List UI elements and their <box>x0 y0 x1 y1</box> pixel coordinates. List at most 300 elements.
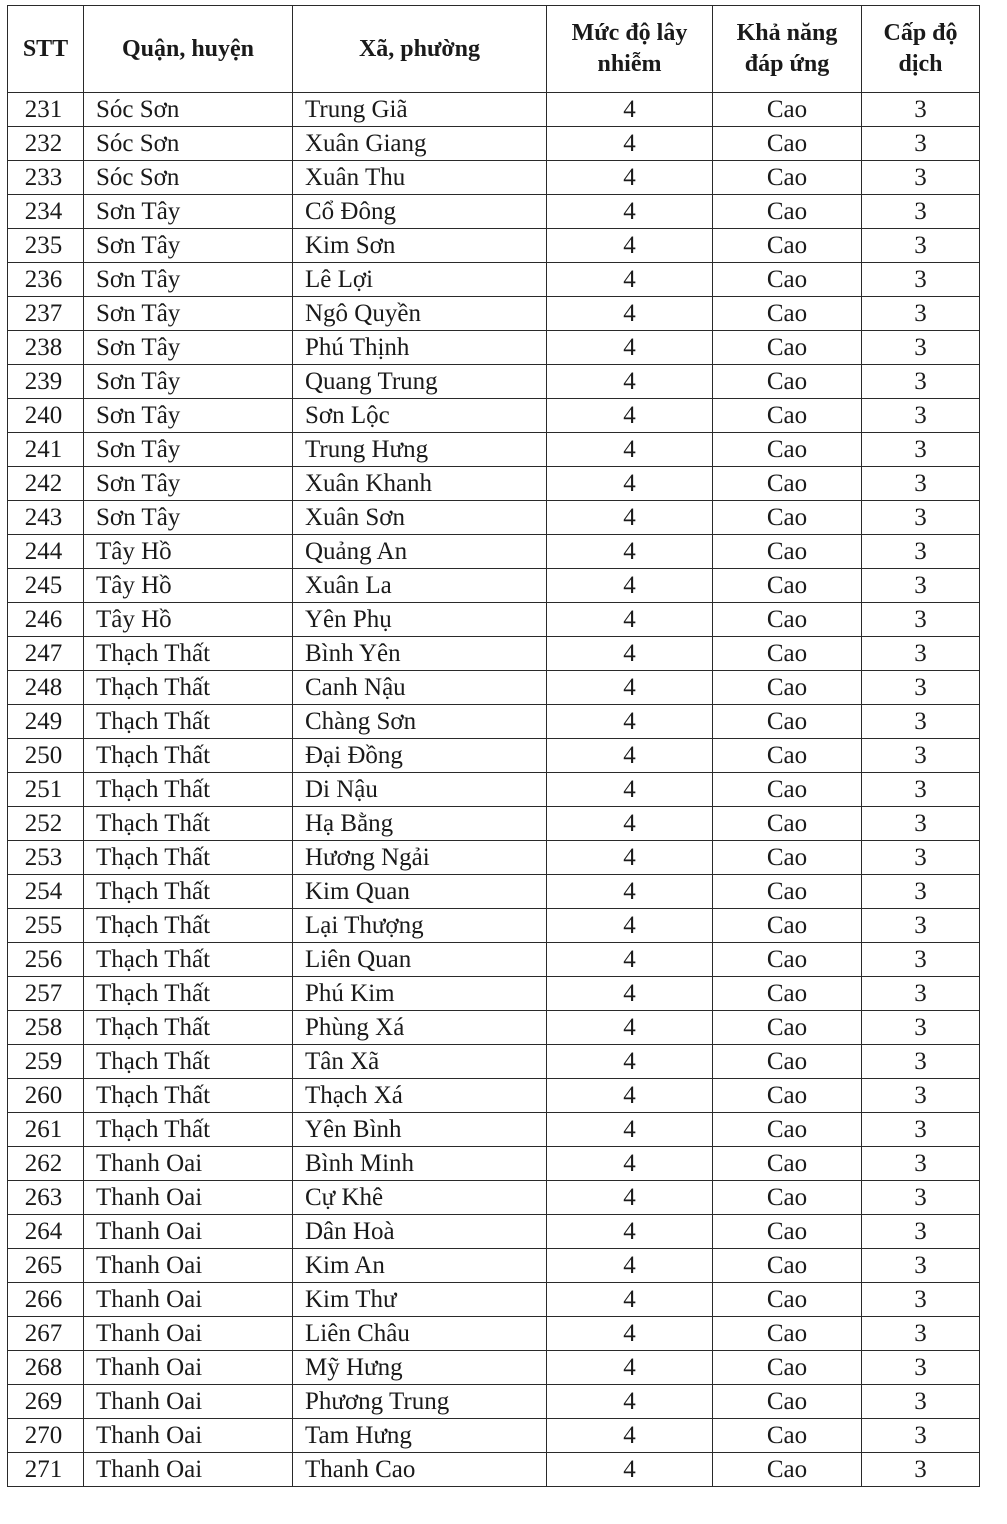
cell-stt: 242 <box>8 467 84 501</box>
cell-ward: Thạch Xá <box>293 1079 547 1113</box>
cell-response-capacity: Cao <box>713 603 862 637</box>
cell-epidemic-grade: 3 <box>862 1181 980 1215</box>
cell-district: Thanh Oai <box>84 1215 293 1249</box>
table-row <box>8 1147 980 1181</box>
cell-epidemic-grade: 3 <box>862 1453 980 1487</box>
cell-district: Thanh Oai <box>84 1249 293 1283</box>
cell-stt: 236 <box>8 263 84 297</box>
cell-ward: Yên Phụ <box>293 603 547 637</box>
cell-infection-level: 4 <box>547 1249 713 1283</box>
cell-stt: 258 <box>8 1011 84 1045</box>
cell-epidemic-grade: 3 <box>862 433 980 467</box>
cell-response-capacity: Cao <box>713 1419 862 1453</box>
table-row <box>8 365 980 399</box>
table-row <box>8 705 980 739</box>
cell-ward: Dân Hoà <box>293 1215 547 1249</box>
table-row <box>8 501 980 535</box>
cell-epidemic-grade: 3 <box>862 1011 980 1045</box>
cell-response-capacity: Cao <box>713 1385 862 1419</box>
cell-infection-level: 4 <box>547 1419 713 1453</box>
cell-stt: 231 <box>8 93 84 127</box>
table-row <box>8 399 980 433</box>
cell-district: Thanh Oai <box>84 1147 293 1181</box>
cell-response-capacity: Cao <box>713 127 862 161</box>
cell-district: Sơn Tây <box>84 365 293 399</box>
table-row <box>8 807 980 841</box>
cell-epidemic-grade: 3 <box>862 977 980 1011</box>
cell-epidemic-grade: 3 <box>862 297 980 331</box>
cell-response-capacity: Cao <box>713 807 862 841</box>
cell-epidemic-grade: 3 <box>862 535 980 569</box>
cell-stt: 266 <box>8 1283 84 1317</box>
cell-infection-level: 4 <box>547 671 713 705</box>
cell-infection-level: 4 <box>547 637 713 671</box>
cell-infection-level: 4 <box>547 841 713 875</box>
cell-ward: Yên Bình <box>293 1113 547 1147</box>
cell-stt: 267 <box>8 1317 84 1351</box>
cell-ward: Tam Hưng <box>293 1419 547 1453</box>
cell-ward: Tân Xã <box>293 1045 547 1079</box>
cell-ward: Hương Ngải <box>293 841 547 875</box>
cell-infection-level: 4 <box>547 977 713 1011</box>
cell-district: Thanh Oai <box>84 1385 293 1419</box>
cell-ward: Kim Thư <box>293 1283 547 1317</box>
table-row <box>8 637 980 671</box>
cell-district: Thạch Thất <box>84 739 293 773</box>
cell-response-capacity: Cao <box>713 875 862 909</box>
table-row <box>8 93 980 127</box>
document-page <box>7 5 979 1487</box>
cell-infection-level: 4 <box>547 195 713 229</box>
cell-infection-level: 4 <box>547 1147 713 1181</box>
cell-ward: Cự Khê <box>293 1181 547 1215</box>
cell-ward: Quảng An <box>293 535 547 569</box>
cell-response-capacity: Cao <box>713 1249 862 1283</box>
cell-ward: Liên Châu <box>293 1317 547 1351</box>
table-row <box>8 1317 980 1351</box>
table-row <box>8 909 980 943</box>
cell-stt: 265 <box>8 1249 84 1283</box>
cell-ward: Canh Nậu <box>293 671 547 705</box>
cell-response-capacity: Cao <box>713 1351 862 1385</box>
cell-epidemic-grade: 3 <box>862 1351 980 1385</box>
cell-stt: 264 <box>8 1215 84 1249</box>
header-response-line2: đáp ứng <box>744 51 830 77</box>
cell-ward: Xuân Sơn <box>293 501 547 535</box>
cell-infection-level: 4 <box>547 705 713 739</box>
cell-response-capacity: Cao <box>713 1215 862 1249</box>
cell-stt: 243 <box>8 501 84 535</box>
cell-infection-level: 4 <box>547 1079 713 1113</box>
cell-response-capacity: Cao <box>713 943 862 977</box>
cell-epidemic-grade: 3 <box>862 127 980 161</box>
cell-infection-level: 4 <box>547 569 713 603</box>
cell-district: Thạch Thất <box>84 1079 293 1113</box>
cell-infection-level: 4 <box>547 501 713 535</box>
table-row <box>8 1351 980 1385</box>
cell-stt: 251 <box>8 773 84 807</box>
cell-response-capacity: Cao <box>713 161 862 195</box>
cell-ward: Mỹ Hưng <box>293 1351 547 1385</box>
header-infection-line1: Mức độ lây <box>571 20 688 46</box>
cell-response-capacity: Cao <box>713 195 862 229</box>
cell-stt: 250 <box>8 739 84 773</box>
cell-ward: Xuân Giang <box>293 127 547 161</box>
cell-ward: Kim An <box>293 1249 547 1283</box>
cell-epidemic-grade: 3 <box>862 331 980 365</box>
header-grade-line2: dịch <box>898 51 943 77</box>
cell-district: Thạch Thất <box>84 1045 293 1079</box>
table-row <box>8 671 980 705</box>
cell-response-capacity: Cao <box>713 1453 862 1487</box>
cell-district: Sơn Tây <box>84 331 293 365</box>
cell-infection-level: 4 <box>547 365 713 399</box>
cell-ward: Bình Minh <box>293 1147 547 1181</box>
cell-infection-level: 4 <box>547 943 713 977</box>
header-stt-label: STT <box>22 35 69 62</box>
cell-infection-level: 4 <box>547 1011 713 1045</box>
cell-stt: 257 <box>8 977 84 1011</box>
cell-district: Sơn Tây <box>84 229 293 263</box>
table-row <box>8 331 980 365</box>
cell-ward: Phùng Xá <box>293 1011 547 1045</box>
table-row <box>8 943 980 977</box>
table-row <box>8 1283 980 1317</box>
cell-district: Thanh Oai <box>84 1351 293 1385</box>
cell-ward: Cổ Đông <box>293 195 547 229</box>
table-row <box>8 297 980 331</box>
cell-infection-level: 4 <box>547 331 713 365</box>
cell-district: Thạch Thất <box>84 773 293 807</box>
cell-ward: Di Nậu <box>293 773 547 807</box>
cell-ward: Lê Lợi <box>293 263 547 297</box>
cell-stt: 232 <box>8 127 84 161</box>
cell-epidemic-grade: 3 <box>862 1249 980 1283</box>
cell-district: Tây Hồ <box>84 569 293 603</box>
cell-epidemic-grade: 3 <box>862 841 980 875</box>
cell-stt: 269 <box>8 1385 84 1419</box>
cell-district: Sơn Tây <box>84 433 293 467</box>
header-response-line1: Khả năng <box>736 20 838 46</box>
table-row <box>8 1079 980 1113</box>
table-body <box>8 93 980 1487</box>
cell-infection-level: 4 <box>547 263 713 297</box>
cell-district: Sơn Tây <box>84 195 293 229</box>
table-row <box>8 1249 980 1283</box>
table-row <box>8 977 980 1011</box>
cell-district: Sơn Tây <box>84 399 293 433</box>
cell-ward: Trung Giã <box>293 93 547 127</box>
header-row <box>8 6 980 93</box>
cell-ward: Chàng Sơn <box>293 705 547 739</box>
cell-response-capacity: Cao <box>713 1317 862 1351</box>
header-infection-line2: nhiễm <box>597 51 662 77</box>
cell-stt: 244 <box>8 535 84 569</box>
cell-infection-level: 4 <box>547 297 713 331</box>
cell-response-capacity: Cao <box>713 1181 862 1215</box>
table-row <box>8 603 980 637</box>
cell-infection-level: 4 <box>547 1385 713 1419</box>
table-row <box>8 263 980 297</box>
cell-response-capacity: Cao <box>713 1283 862 1317</box>
header-infection-level <box>547 6 713 93</box>
table-row <box>8 841 980 875</box>
cell-epidemic-grade: 3 <box>862 909 980 943</box>
cell-stt: 245 <box>8 569 84 603</box>
cell-infection-level: 4 <box>547 1453 713 1487</box>
cell-epidemic-grade: 3 <box>862 229 980 263</box>
cell-response-capacity: Cao <box>713 637 862 671</box>
cell-infection-level: 4 <box>547 1045 713 1079</box>
cell-district: Sơn Tây <box>84 263 293 297</box>
cell-ward: Trung Hưng <box>293 433 547 467</box>
header-district <box>84 6 293 93</box>
cell-stt: 271 <box>8 1453 84 1487</box>
cell-ward: Phú Thịnh <box>293 331 547 365</box>
cell-epidemic-grade: 3 <box>862 875 980 909</box>
cell-stt: 255 <box>8 909 84 943</box>
table-row <box>8 161 980 195</box>
table-row <box>8 569 980 603</box>
cell-stt: 234 <box>8 195 84 229</box>
cell-stt: 248 <box>8 671 84 705</box>
table-row <box>8 229 980 263</box>
cell-district: Thanh Oai <box>84 1419 293 1453</box>
cell-response-capacity: Cao <box>713 739 862 773</box>
cell-response-capacity: Cao <box>713 569 862 603</box>
cell-stt: 259 <box>8 1045 84 1079</box>
cell-infection-level: 4 <box>547 229 713 263</box>
cell-response-capacity: Cao <box>713 433 862 467</box>
cell-infection-level: 4 <box>547 399 713 433</box>
cell-infection-level: 4 <box>547 603 713 637</box>
cell-response-capacity: Cao <box>713 977 862 1011</box>
cell-stt: 256 <box>8 943 84 977</box>
cell-response-capacity: Cao <box>713 263 862 297</box>
table-row <box>8 773 980 807</box>
cell-epidemic-grade: 3 <box>862 1147 980 1181</box>
table-row <box>8 195 980 229</box>
cell-response-capacity: Cao <box>713 331 862 365</box>
cell-epidemic-grade: 3 <box>862 943 980 977</box>
cell-response-capacity: Cao <box>713 671 862 705</box>
cell-epidemic-grade: 3 <box>862 501 980 535</box>
cell-district: Tây Hồ <box>84 535 293 569</box>
cell-response-capacity: Cao <box>713 909 862 943</box>
table-row <box>8 1113 980 1147</box>
cell-response-capacity: Cao <box>713 705 862 739</box>
cell-district: Sóc Sơn <box>84 93 293 127</box>
cell-response-capacity: Cao <box>713 773 862 807</box>
cell-stt: 262 <box>8 1147 84 1181</box>
table-row <box>8 1045 980 1079</box>
cell-stt: 240 <box>8 399 84 433</box>
cell-ward: Quang Trung <box>293 365 547 399</box>
cell-epidemic-grade: 3 <box>862 93 980 127</box>
cell-ward: Hạ Bằng <box>293 807 547 841</box>
cell-epidemic-grade: 3 <box>862 569 980 603</box>
cell-district: Thanh Oai <box>84 1181 293 1215</box>
cell-ward: Sơn Lộc <box>293 399 547 433</box>
cell-epidemic-grade: 3 <box>862 1385 980 1419</box>
cell-infection-level: 4 <box>547 1181 713 1215</box>
cell-stt: 238 <box>8 331 84 365</box>
cell-epidemic-grade: 3 <box>862 1113 980 1147</box>
cell-response-capacity: Cao <box>713 501 862 535</box>
cell-stt: 252 <box>8 807 84 841</box>
table-row <box>8 1419 980 1453</box>
cell-epidemic-grade: 3 <box>862 603 980 637</box>
cell-ward: Phú Kim <box>293 977 547 1011</box>
cell-district: Thạch Thất <box>84 671 293 705</box>
cell-ward: Thanh Cao <box>293 1453 547 1487</box>
cell-infection-level: 4 <box>547 909 713 943</box>
cell-stt: 253 <box>8 841 84 875</box>
cell-ward: Bình Yên <box>293 637 547 671</box>
cell-infection-level: 4 <box>547 535 713 569</box>
cell-epidemic-grade: 3 <box>862 773 980 807</box>
cell-ward: Ngô Quyền <box>293 297 547 331</box>
cell-district: Thanh Oai <box>84 1283 293 1317</box>
cell-district: Thanh Oai <box>84 1317 293 1351</box>
cell-epidemic-grade: 3 <box>862 1317 980 1351</box>
cell-epidemic-grade: 3 <box>862 705 980 739</box>
cell-stt: 254 <box>8 875 84 909</box>
cell-infection-level: 4 <box>547 433 713 467</box>
cell-response-capacity: Cao <box>713 365 862 399</box>
table-row <box>8 1385 980 1419</box>
cell-stt: 263 <box>8 1181 84 1215</box>
cell-stt: 246 <box>8 603 84 637</box>
cell-infection-level: 4 <box>547 773 713 807</box>
cell-ward: Lại Thượng <box>293 909 547 943</box>
cell-infection-level: 4 <box>547 1317 713 1351</box>
cell-ward: Liên Quan <box>293 943 547 977</box>
cell-ward: Xuân La <box>293 569 547 603</box>
cell-response-capacity: Cao <box>713 841 862 875</box>
table-row <box>8 127 980 161</box>
cell-infection-level: 4 <box>547 1215 713 1249</box>
cell-district: Thạch Thất <box>84 637 293 671</box>
cell-stt: 268 <box>8 1351 84 1385</box>
cell-stt: 233 <box>8 161 84 195</box>
cell-epidemic-grade: 3 <box>862 739 980 773</box>
header-ward-label: Xã, phường <box>358 35 481 62</box>
table-row <box>8 1453 980 1487</box>
cell-epidemic-grade: 3 <box>862 807 980 841</box>
cell-epidemic-grade: 3 <box>862 161 980 195</box>
cell-district: Thạch Thất <box>84 1113 293 1147</box>
cell-district: Sơn Tây <box>84 297 293 331</box>
cell-infection-level: 4 <box>547 1351 713 1385</box>
cell-district: Sóc Sơn <box>84 161 293 195</box>
cell-response-capacity: Cao <box>713 297 862 331</box>
cell-epidemic-grade: 3 <box>862 399 980 433</box>
cell-district: Thạch Thất <box>84 1011 293 1045</box>
table-row <box>8 433 980 467</box>
epidemic-level-table <box>7 5 980 1487</box>
cell-epidemic-grade: 3 <box>862 195 980 229</box>
cell-stt: 261 <box>8 1113 84 1147</box>
cell-epidemic-grade: 3 <box>862 637 980 671</box>
cell-district: Thanh Oai <box>84 1453 293 1487</box>
cell-response-capacity: Cao <box>713 1147 862 1181</box>
cell-district: Thạch Thất <box>84 705 293 739</box>
cell-stt: 239 <box>8 365 84 399</box>
cell-epidemic-grade: 3 <box>862 671 980 705</box>
cell-district: Sơn Tây <box>84 467 293 501</box>
cell-stt: 247 <box>8 637 84 671</box>
cell-epidemic-grade: 3 <box>862 1283 980 1317</box>
table-header <box>8 6 980 93</box>
cell-response-capacity: Cao <box>713 1113 862 1147</box>
cell-infection-level: 4 <box>547 739 713 773</box>
cell-ward: Xuân Thu <box>293 161 547 195</box>
cell-epidemic-grade: 3 <box>862 365 980 399</box>
cell-stt: 237 <box>8 297 84 331</box>
cell-response-capacity: Cao <box>713 399 862 433</box>
cell-infection-level: 4 <box>547 93 713 127</box>
cell-ward: Xuân Khanh <box>293 467 547 501</box>
cell-stt: 241 <box>8 433 84 467</box>
cell-district: Thạch Thất <box>84 841 293 875</box>
cell-epidemic-grade: 3 <box>862 467 980 501</box>
cell-infection-level: 4 <box>547 1283 713 1317</box>
cell-infection-level: 4 <box>547 875 713 909</box>
cell-district: Sóc Sơn <box>84 127 293 161</box>
header-district-label: Quận, huyện <box>121 35 255 62</box>
header-grade-line1: Cấp độ <box>883 20 958 46</box>
table-row <box>8 467 980 501</box>
cell-ward: Kim Sơn <box>293 229 547 263</box>
table-row <box>8 1215 980 1249</box>
table-row <box>8 739 980 773</box>
cell-response-capacity: Cao <box>713 1011 862 1045</box>
cell-epidemic-grade: 3 <box>862 1419 980 1453</box>
cell-stt: 235 <box>8 229 84 263</box>
cell-infection-level: 4 <box>547 1113 713 1147</box>
cell-district: Thạch Thất <box>84 807 293 841</box>
cell-response-capacity: Cao <box>713 1079 862 1113</box>
header-response-capacity <box>713 6 862 93</box>
cell-ward: Đại Đồng <box>293 739 547 773</box>
cell-response-capacity: Cao <box>713 467 862 501</box>
cell-infection-level: 4 <box>547 467 713 501</box>
cell-epidemic-grade: 3 <box>862 1045 980 1079</box>
cell-response-capacity: Cao <box>713 93 862 127</box>
cell-infection-level: 4 <box>547 807 713 841</box>
table-row <box>8 1181 980 1215</box>
cell-epidemic-grade: 3 <box>862 1079 980 1113</box>
cell-district: Thạch Thất <box>84 875 293 909</box>
cell-district: Sơn Tây <box>84 501 293 535</box>
table-row <box>8 875 980 909</box>
cell-district: Thạch Thất <box>84 943 293 977</box>
cell-district: Thạch Thất <box>84 977 293 1011</box>
cell-stt: 270 <box>8 1419 84 1453</box>
cell-response-capacity: Cao <box>713 229 862 263</box>
header-epidemic-grade <box>862 6 980 93</box>
cell-response-capacity: Cao <box>713 535 862 569</box>
cell-epidemic-grade: 3 <box>862 1215 980 1249</box>
cell-stt: 260 <box>8 1079 84 1113</box>
cell-ward: Phương Trung <box>293 1385 547 1419</box>
cell-infection-level: 4 <box>547 127 713 161</box>
table-row <box>8 1011 980 1045</box>
header-stt <box>8 6 84 93</box>
cell-ward: Kim Quan <box>293 875 547 909</box>
cell-stt: 249 <box>8 705 84 739</box>
